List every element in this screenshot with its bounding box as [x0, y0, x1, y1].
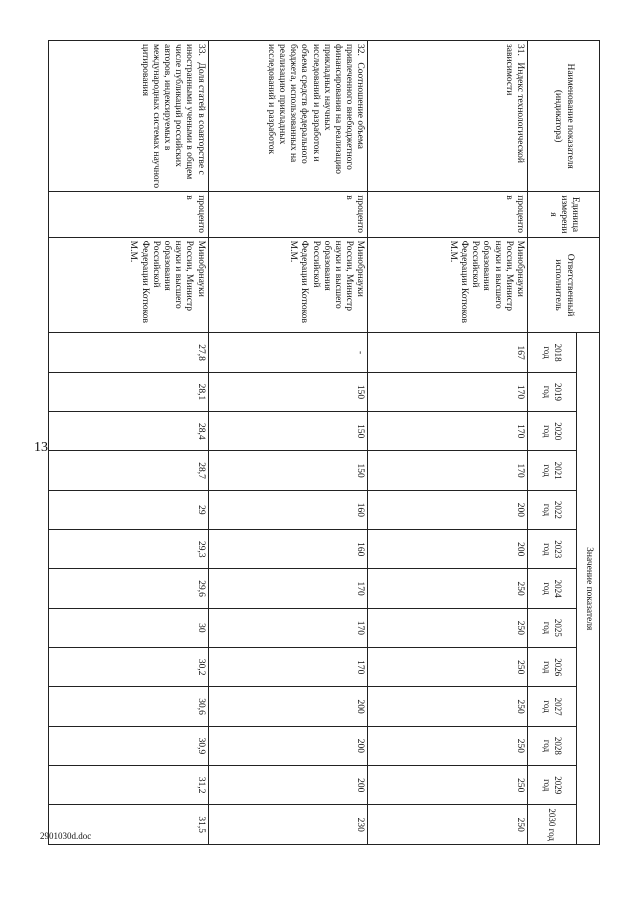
header-year: 2023 год [528, 530, 577, 569]
value-cell: 28,4 [49, 412, 209, 451]
value-cell: 250 [368, 608, 528, 647]
value-cell: 167 [368, 333, 528, 372]
value-cell: 170 [368, 451, 528, 490]
unit-cell: процентов [208, 192, 368, 237]
responsible-cell: Минобрнауки России, Министр науки и высшего образования Российской Федерации Котюков М.М. [368, 237, 528, 333]
page-number: 13 [34, 440, 48, 455]
header-year: 2030 год [528, 805, 577, 845]
value-cell: 160 [208, 530, 368, 569]
value-cell: 29,3 [49, 530, 209, 569]
value-cell: 200 [208, 687, 368, 726]
indicator-name: Доля статей в соавторстве с иностранными учеными в общем числе публикаций российских авторов, индексируемых в международных системах научного цитирования [139, 44, 206, 189]
value-cell: 27,8 [49, 333, 209, 372]
header-year: 2024 год [528, 569, 577, 608]
header-indicator-name: Наименование показателя (индикатора) [528, 41, 600, 192]
header-value-group: Значение показателя [577, 333, 600, 845]
value-cell: 250 [368, 569, 528, 608]
value-cell: 250 [368, 805, 528, 845]
footer-filename: 2901030d.doc [40, 831, 92, 841]
value-cell: 200 [368, 490, 528, 529]
indicators-table [48, 40, 600, 845]
value-cell: 28,1 [49, 372, 209, 411]
value-cell: 150 [208, 412, 368, 451]
value-cell: 170 [368, 412, 528, 451]
value-cell: 250 [368, 687, 528, 726]
header-year: 2029 год [528, 766, 577, 805]
rotated-table-sheet [48, 40, 600, 845]
value-cell: - [208, 333, 368, 372]
unit-cell: процентов [49, 192, 209, 237]
header-year: 2021 год [528, 451, 577, 490]
row-number: 31. [515, 44, 525, 56]
row-number: 33. [195, 44, 206, 56]
indicator-name-cell [368, 41, 528, 192]
value-cell: 28,7 [49, 451, 209, 490]
value-cell: 170 [208, 569, 368, 608]
header-year: 2027 год [528, 687, 577, 726]
header-responsible: Ответственный исполнитель [528, 237, 600, 333]
responsible-cell: Минобрнауки России, Министр науки и высшего образования Российской Федерации Котюков М.М. [208, 237, 368, 333]
value-cell: 250 [368, 648, 528, 687]
value-cell: 30,2 [49, 648, 209, 687]
value-cell: 250 [368, 766, 528, 805]
table-row [49, 41, 209, 845]
header-year: 2018 год [528, 333, 577, 372]
value-cell: 150 [208, 451, 368, 490]
header-year: 2028 год [528, 726, 577, 765]
header-unit: Единица измерения [528, 192, 600, 237]
indicator-name-cell [49, 41, 209, 192]
table-row [208, 41, 368, 845]
value-cell: 250 [368, 726, 528, 765]
header-year: 2026 год [528, 648, 577, 687]
value-cell: 170 [208, 608, 368, 647]
indicator-name-cell [208, 41, 368, 192]
value-cell: 200 [208, 766, 368, 805]
indicator-name: Соотношение объема привлеченного внебюджетного финансирования на реализацию прикладных научных исследований и разработок и объема средств федерального бюджета, использованных на реализацию прикладных исследований и разработок [265, 44, 366, 175]
value-cell: 30 [49, 608, 209, 647]
value-cell: 200 [368, 530, 528, 569]
value-cell: 200 [208, 726, 368, 765]
value-cell: 160 [208, 490, 368, 529]
value-cell: 170 [368, 372, 528, 411]
table-row [368, 41, 528, 845]
value-cell: 150 [208, 372, 368, 411]
value-cell: 170 [208, 648, 368, 687]
header-year: 2022 год [528, 490, 577, 529]
responsible-cell: Минобрнауки России, Министр науки и высшего образования Российской Федерации Котюков М.М. [49, 237, 209, 333]
value-cell: 31,2 [49, 766, 209, 805]
header-year: 2025 год [528, 608, 577, 647]
row-number: 32. [355, 44, 366, 56]
value-cell: 31,5 [49, 805, 209, 845]
header-year: 2019 год [528, 372, 577, 411]
indicator-name: Индекс технологической зависимости [503, 44, 525, 163]
value-cell: 230 [208, 805, 368, 845]
value-cell: 30,6 [49, 687, 209, 726]
unit-cell: процентов [368, 192, 528, 237]
header-year: 2020 год [528, 412, 577, 451]
value-cell: 29 [49, 490, 209, 529]
value-cell: 29,6 [49, 569, 209, 608]
value-cell: 30,9 [49, 726, 209, 765]
